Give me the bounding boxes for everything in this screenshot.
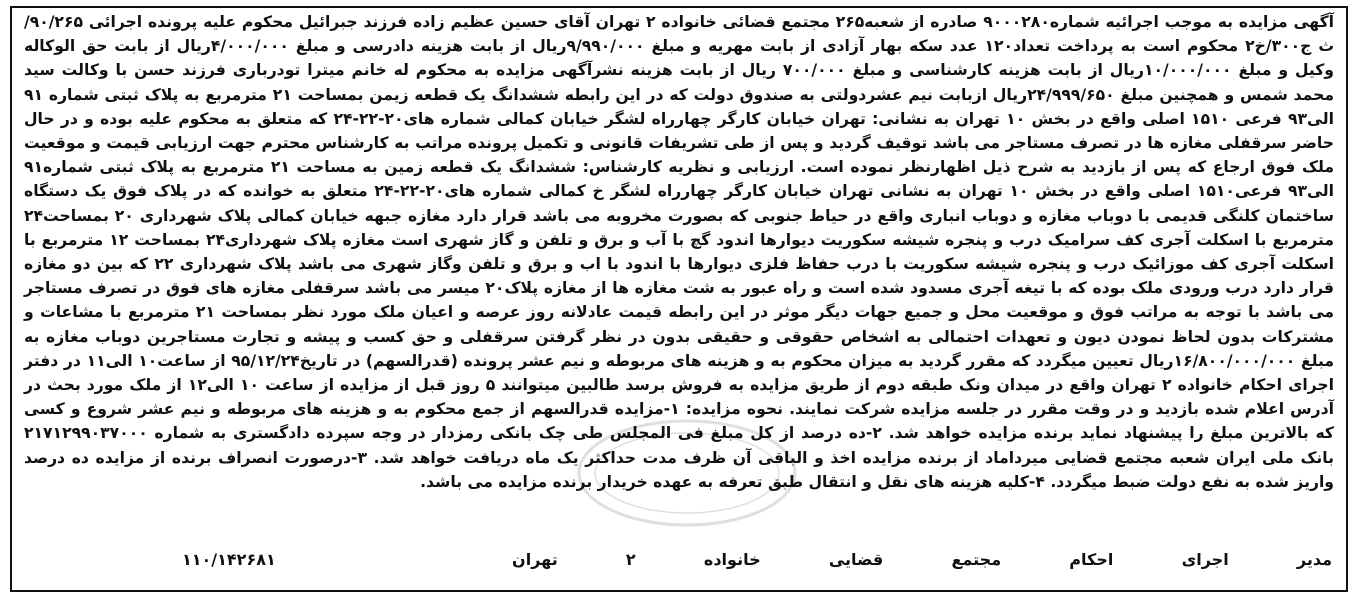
signature-word: مدیر: [1296, 550, 1332, 569]
auction-notice: [10, 6, 1348, 592]
notice-body: [24, 10, 1334, 494]
signature-line: [512, 550, 1332, 569]
notice-paragraph: آگهی مزایده به موجب اجرائیه شماره۹۰۰۰۲۸۰ صادره از شعبه۲۶۵ مجتمع قضائی خانواده ۲ تهران آقای حسین عظیم زاده فرزند جبرائیل محکوم علیه پرونده اجرائی ۹۰/۲۶۵/ث ج۳۰۰/خ۲ محکوم است به پرداخت تعداد۱۲۰ عدد سکه بهار آزادی از بابت مهریه و مبلغ ۹/۹۹۰/۰۰۰ریال از بابت هزینه دادرسی و مبلغ ۴/۰۰۰/۰۰۰ریال از بابت حق الوکاله وکیل و مبلغ ۱۰/۰۰۰/۰۰۰ریال از بابت هزینه کارشناسی و مبلغ ۷۰۰/۰۰۰ ریال از بابت هزینه نشرآگهی مزایده به محکوم له خانم میترا تودرباری فرزند حسن با وکالت سید محمد شمس و همچنین مبلغ ۲۴/۹۹۹/۶۵۰ریال ازبابت نیم عشردولتی به صندوق دولت که در این رابطه ششدانگ یک قطعه زیمن بمساحت ۲۱ مترمربع به پلاک ثبتی شماره ۹۱ الی۹۳ فرعی ۱۵۱۰ اصلی واقع در بخش ۱۰ تهران به نشانی: تهران خیابان کارگر چهارراه لشگر خیابان کمالی شماره های۲۰-۲۲-۲۴ که متعلق به محکوم علیه بوده و در حال حاضر سرقفلی مغازه ها در تصرف مستاجر می باشد توقیف گردید و پس از طی تشریفات قانونی و تکمیل پرونده مراتب به کارشناس محترم جهت ارزیابی قیمت و موقعیت ملک فوق ارجاع که پس از بازدید به شرح ذیل اظهارنظر نموده است. ارزیابی و نظریه کارشناس: ششدانگ یک قطعه زمین به مساحت ۲۱ مترمربع به پلاک ثبتی شماره۹۱ الی۹۳ فرعی۱۵۱۰ اصلی واقع در بخش ۱۰ تهران به نشانی تهران خیابان کارگر چهارراه لشگر خ کمالی شماره های۲۰-۲۲-۲۴ متعلق به خوانده که در پلاک فوق یک دستگاه ساختمان کلنگی قدیمی با دوباب مغازه و دوباب انباری واقع در حیاط جنوبی که بصورت مخروبه می باشد قرار دارد مغازه جبهه خیابان کمالی پلاک شهرداری ۲۰ بمساحت۲۴ مترمربع با اسکلت آجری کف سرامیک درب و پنجره شیشه سکوریت دیوارها اندود گچ با آب و برق و تلفن و گاز شهری است مغازه پلاک شهرداری۲۴ بمساحت ۱۲ مترمربع با اسکلت آجری کف موزائیک درب و پنجره شیشه سکوریت با درب حفاظ فلزی دیوارها با اندود با اب و برق و تلفن وگاز شهری می باشد پلاک شهرداری ۲۲ که بین دو مغازه قرار دارد درب ورودی ملک بوده که با تیغه آجری مسدود شده است و راه عبور به شت مغازه ها از مغازه پلاک۲۰ میسر می باشد سرقفلی مغازه های فوق در تصرف مستاجر می باشد با توجه به مراتب فوق و موقعیت محل و جمیع جهات دیگر موثر در این رابطه قیمت عادلانه روز عرصه و اعیان ملک مورد نظر بمساحت ۲۱ مترمربع با مشاعات و مشترکات بدون لحاظ نمودن دیون و تعهدات احتمالی به اشخاص حقوقی و حقیقی بدون در نظر گرفتن سرقفلی و حق کسب و پیشه و تجارت مستاجرین دوباب مغازه به مبلغ ۱۶/۸۰۰/۰۰۰/۰۰۰ریال تعیین میگردد که مقرر گردید به میزان محکوم به و هزینه های مربوطه و نیم عشر پرونده (قدرالسهم) در تاریخ۹۵/۱۲/۲۴ از ساعت۱۰ الی۱۱ در دفتر اجرای احکام خانواده ۲ تهران واقع در میدان ونک طبقه دوم از طریق مزایده به فروش برسد طالبین میتوانند ۵ روز قبل از مزایده از ساعت ۱۰ الی۱۲ از ملک مورد بحث در آدرس اعلام شده بازدید و در وقت مقرر در جلسه مزایده شرکت نمایند. نحوه مزایده: ۱-مزایده قدرالسهم از جمع محکوم به و هزینه های مربوطه و نیم عشر شروع و کسی که بالاترین مبلغ را پیشنهاد نماید برنده مزایده خواهد شد. ۲-ده درصد از کل مبلغ فی المجلس طی چک بانکی رمزدار در وجه سپرده دادگستری به شماره ۲۱۷۱۲۹۹۰۳۷۰۰۰ بانک ملی ایران شعبه مجتمع قضایی میرداماد از برنده مزایده اخذ و الباقی آن ظرف مدت حداکثر یک ماه دریافت خواهد شد. ۳-درصورت انصراف برنده از مزایده ده درصد واریز شده به نفع دولت ضبط میگردد. ۴-کلیه هزینه های نقل و انتقال طبق تعرفه به عهده خریدار برنده مزایده می باشد.: [24, 13, 1335, 491]
signature-word: ۲: [625, 550, 636, 569]
signature-word: خانواده: [703, 550, 761, 569]
signature-word: احکام: [1069, 550, 1114, 569]
signature-word: اجرای: [1181, 550, 1229, 569]
signature-word: تهران: [512, 550, 558, 569]
reference-number: ۱۱۰/۱۴۲۶۸۱: [182, 550, 276, 569]
notice-footer: [12, 550, 1346, 576]
signature-word: مجتمع: [951, 550, 1002, 569]
signature-word: قضایی: [828, 550, 884, 569]
